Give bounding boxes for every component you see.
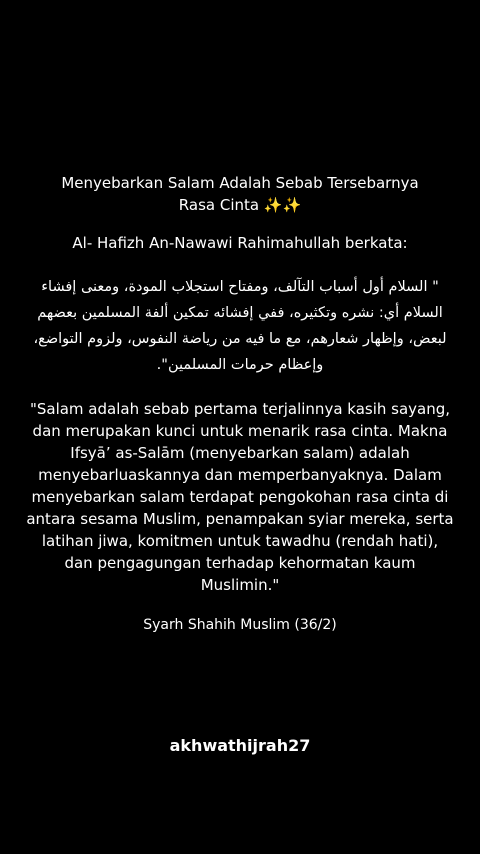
narrator-line: Al- Hafizh An-Nawawi Rahimahullah berkata: <box>72 234 408 252</box>
arabic-quote: " السلام أول أسباب التآلف، ومفتاح استجلاب المودة، ومعنى إفشاء السلام أي: نشره وتكثيره، ففي إفشائه تمكين ألفة المسلمين بعضهم لبعض، وإظهار شعارهم، مع ما فيه من رياضة النفوس، ولزوم التواضع، وإعظام حرمات المسلمين". <box>33 279 447 373</box>
translation-text: "Salam adalah sebab pertama terjalinnya kasih sayang, dan merupakan kunci untuk menarik rasa cinta. Makna Ifsyā’ as-Salām (menyebarkan salam) adalah menyebarluaskannya dan memperbanyaknya. Dalam menyebarkan salam terdapat pengokohan rasa cinta di antara sesama Muslim, penampakan syiar mereka, serta latihan jiwa, komitmen untuk tawadhu (rendah hati), dan pengagungan terhadap kehormatan kaum Muslimin." <box>26 400 454 594</box>
source-reference: Syarh Shahih Muslim (36/2) <box>143 617 337 633</box>
post-content <box>26 172 454 636</box>
post-title-line2: Rasa Cinta ✨✨ <box>178 196 302 214</box>
account-handle: akhwathijrah27 <box>169 736 311 755</box>
post-title <box>36 172 444 216</box>
post-title-line1: Menyebarkan Salam Adalah Sebab Tersebarnya <box>61 174 419 192</box>
